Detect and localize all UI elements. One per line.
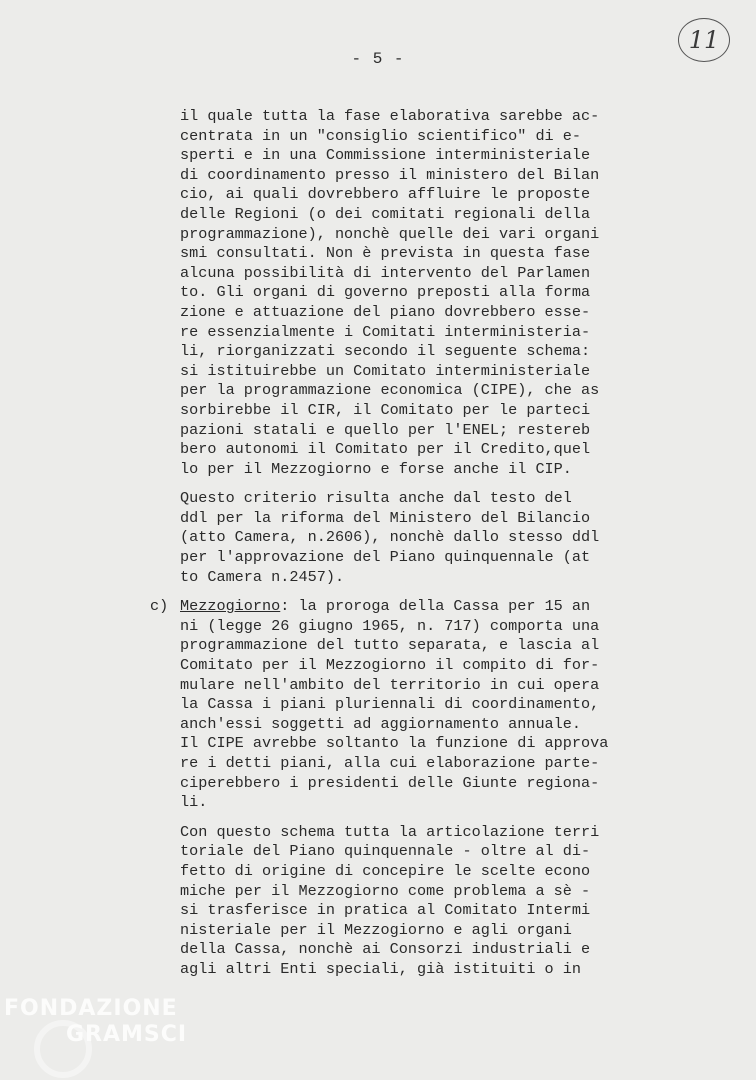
text-line: ddl per la riforma del Ministero del Bilancio [180, 508, 591, 527]
archive-number-stamp: 11 [678, 18, 730, 62]
page-number: - 5 - [351, 50, 405, 68]
text-line: sorbirebbe il CIR, il Comitato per le parteci [180, 400, 591, 419]
text-line: miche per il Mezzogiorno come problema a sè - [180, 881, 591, 900]
text-line: Comitato per il Mezzogiorno il compito di for- [180, 656, 600, 675]
text-line: li. [180, 793, 208, 812]
text-line: Con questo schema tutta la articolazione terri [180, 822, 600, 841]
text-line: lo per il Mezzogiorno e forse anche il CIP. [180, 459, 572, 478]
text-line: anch'essi soggetti ad aggiornamento annuale. [180, 714, 582, 733]
text-line: to. Gli organi di governo preposti alla forma [180, 283, 591, 302]
text-line: li, riorganizzati secondo il seguente schema: [180, 342, 591, 361]
text-line: fetto di origine di concepire le scelte econo [180, 861, 591, 880]
text-line: sperti e in una Commissione interministeriale [180, 146, 591, 165]
text-line: centrata in un "consiglio scientifico" di e- [180, 126, 582, 145]
text-line: smi consultati. Non è prevista in questa fase [180, 244, 591, 263]
text-line: si istituirebbe un Comitato interministeriale [180, 361, 591, 380]
text-line: bero autonomi il Comitato per il Credito,quel [180, 440, 591, 459]
text-line: programmazione), nonchè quelle dei vari organi [180, 224, 600, 243]
text-line: di coordinamento presso il ministero del Bilan [180, 165, 600, 184]
text-line: si trasferisce in pratica al Comitato Intermi [180, 901, 591, 920]
fondazione-gramsci-watermark [4, 996, 187, 1048]
text-line: re i detti piani, alla cui elaborazione parte- [180, 754, 600, 772]
paragraph-2 [180, 489, 620, 587]
item-c-first-line-rest: : la proroga della Cassa per 15 an [280, 597, 591, 616]
text-line: cio, ai quali dovrebbero affluire le proposte [180, 185, 591, 204]
text-line: il quale tutta la fase elaborativa sarebbe ac- [180, 107, 600, 125]
text-line: Il CIPE avrebbe soltanto la funzione di approva [180, 734, 609, 753]
text-line: per la programmazione economica (CIPE), che as [180, 381, 600, 400]
text-line: pazioni statali e quello per l'ENEL; restereb [180, 420, 591, 439]
paragraph-1 [180, 107, 620, 479]
text-line: della Cassa, nonchè ai Consorzi industriali e [180, 940, 591, 959]
watermark-line-1: FONDAZIONE [4, 996, 178, 1021]
text-line: per l'approvazione del Piano quinquennale (at [180, 548, 591, 567]
text-line: delle Regioni (o dei comitati regionali della [180, 204, 591, 223]
item-c-first-line [180, 597, 620, 617]
text-line: re essenzialmente i Comitati interministeria- [180, 322, 591, 341]
text-line: alcuna possibilità di intervento del Parlamen [180, 263, 591, 282]
item-c-heading: Mezzogiorno [180, 597, 281, 616]
text-line: nisteriale per il Mezzogiorno e agli organi [180, 920, 572, 939]
text-line: agli altri Enti speciali, già istituiti o in [180, 959, 582, 978]
paragraph-final [180, 823, 620, 980]
text-line: ciperebbero i presidenti delle Giunte regiona- [180, 773, 600, 792]
watermark-line-2: GRAMSCI [66, 1022, 188, 1047]
text-line: la Cassa i piani pluriennali di coordinamento, [180, 695, 600, 714]
text-line: toriale del Piano quinquennale - oltre al di- [180, 842, 591, 861]
text-line: mulare nell'ambito del territorio in cui opera [180, 675, 600, 694]
text-line: programmazione del tutto separata, e lascia al [180, 636, 600, 655]
text-line: Questo criterio risulta anche dal testo del [180, 489, 572, 508]
text-line: zione e attuazione del piano dovrebbero esse- [180, 302, 591, 321]
text-line: to Camera n.2457). [180, 567, 345, 586]
text-line: ni (legge 26 giugno 1965, n. 717) comporta una [180, 616, 600, 635]
item-c-label: c) [150, 597, 169, 616]
item-c [150, 597, 620, 813]
text-line: (atto Camera, n.2606), nonchè dallo stesso ddl [180, 528, 600, 547]
watermark-g-logo-icon [34, 1020, 92, 1078]
document-body [150, 107, 620, 980]
